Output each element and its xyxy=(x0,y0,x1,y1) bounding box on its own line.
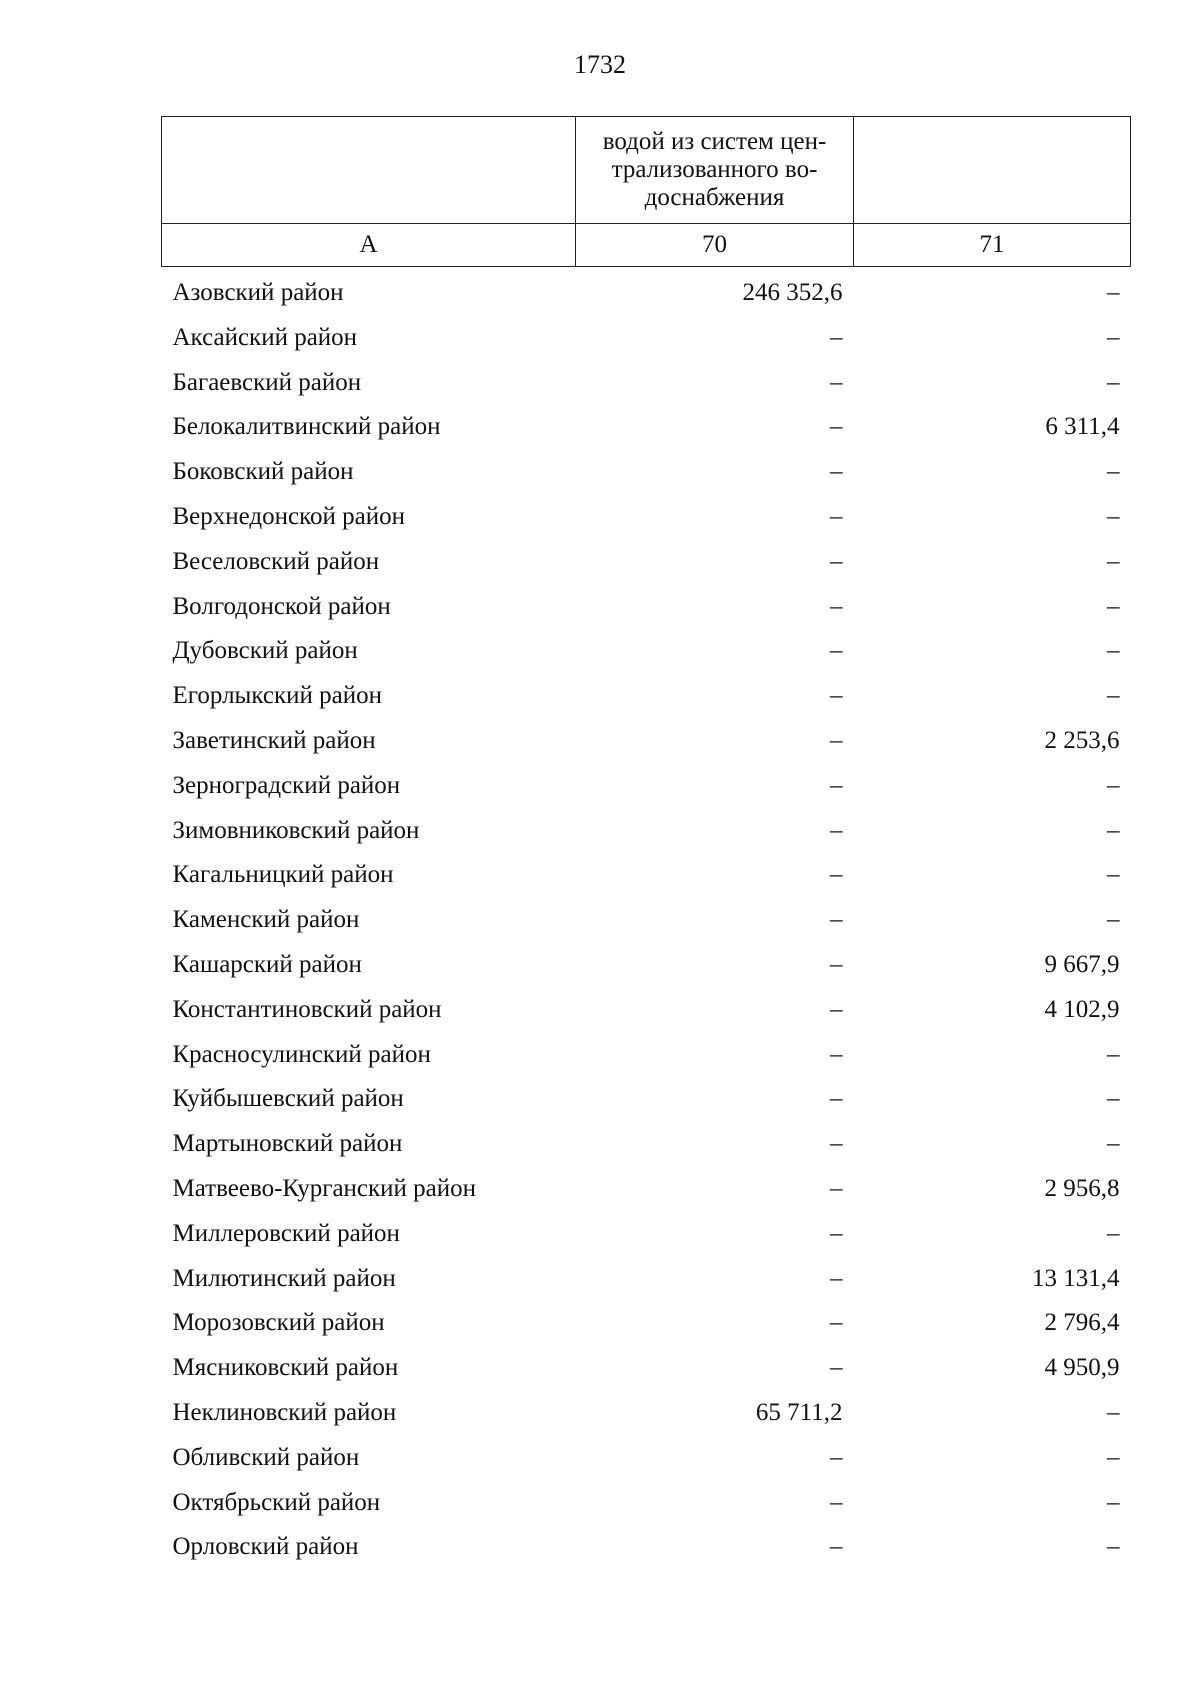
value-71-cell: – xyxy=(1107,547,1120,575)
value-71-cell: 6 311,4 xyxy=(1045,413,1120,441)
district-name-cell: Обливский район xyxy=(172,1443,360,1471)
header-text-row xyxy=(162,117,1131,224)
table-row xyxy=(162,674,1131,719)
district-name-cell: Красносулинский район xyxy=(172,1040,431,1068)
district-name-cell: Егорлыкский район xyxy=(172,682,382,710)
table-row xyxy=(162,719,1131,764)
value-71-cell: 2 253,6 xyxy=(1044,726,1120,754)
header-code-71: 71 xyxy=(854,224,1131,267)
table-row xyxy=(162,1436,1131,1481)
value-70-cell: – xyxy=(830,323,843,351)
value-70-cell: – xyxy=(830,816,843,844)
table-row xyxy=(162,1346,1131,1391)
district-name-cell: Константиновский район xyxy=(172,995,442,1023)
district-name-cell: Миллеровский район xyxy=(172,1219,400,1247)
value-70-cell: – xyxy=(830,592,843,620)
value-71-cell: 13 131,4 xyxy=(1032,1264,1120,1292)
value-70-cell: – xyxy=(830,1219,843,1247)
district-name-cell: Милютинский район xyxy=(172,1264,396,1292)
table-row xyxy=(162,1301,1131,1346)
value-71-cell: 2 796,4 xyxy=(1044,1309,1120,1337)
value-70-cell: – xyxy=(830,368,843,396)
page-number: 1732 xyxy=(574,50,626,79)
table-row xyxy=(162,540,1131,585)
district-name-cell: Орловский район xyxy=(172,1533,359,1561)
value-71-cell: – xyxy=(1107,861,1120,889)
district-name-cell: Октябрьский район xyxy=(172,1488,381,1516)
value-71-cell: 4 950,9 xyxy=(1044,1354,1120,1382)
table-header xyxy=(162,117,1131,267)
value-71-cell: – xyxy=(1107,1443,1120,1471)
district-name-cell: Мартыновский район xyxy=(172,1130,403,1158)
value-70-cell: – xyxy=(830,771,843,799)
value-70-cell: – xyxy=(830,413,843,441)
value-70-cell: – xyxy=(830,1085,843,1113)
district-name-cell: Белокалитвинский район xyxy=(172,413,441,441)
table-row xyxy=(162,629,1131,674)
header-cell-70 xyxy=(576,117,854,224)
district-name-cell: Матвеево-Курганский район xyxy=(172,1174,477,1202)
district-name-cell: Веселовский район xyxy=(172,547,380,575)
value-70-cell: 246 352,6 xyxy=(742,279,843,306)
value-71-cell: 4 102,9 xyxy=(1044,995,1120,1023)
district-name-cell: Аксайский район xyxy=(172,323,358,351)
table-row xyxy=(162,1212,1131,1257)
table-row xyxy=(162,405,1131,450)
district-name-cell: Зимовниковский район xyxy=(172,816,420,844)
value-70-cell: – xyxy=(830,547,843,575)
value-71-cell: – xyxy=(1107,502,1120,530)
value-70-cell: – xyxy=(830,1264,843,1292)
district-name-cell: Неклиновский район xyxy=(172,1398,397,1426)
table-row xyxy=(162,1481,1131,1526)
value-70-cell: 65 711,2 xyxy=(755,1398,843,1426)
value-71-cell: – xyxy=(1107,1533,1120,1561)
value-71-cell: – xyxy=(1107,279,1120,306)
district-name-cell: Багаевский район xyxy=(172,368,362,396)
value-70-cell: – xyxy=(830,861,843,889)
value-71-cell: – xyxy=(1107,1219,1120,1247)
table-body xyxy=(162,267,1131,1571)
table-row xyxy=(162,1525,1131,1570)
value-71-cell: – xyxy=(1107,1398,1120,1426)
value-70-cell: – xyxy=(830,726,843,754)
value-70-cell: – xyxy=(830,950,843,978)
table-row xyxy=(162,943,1131,988)
table-row xyxy=(162,809,1131,854)
district-name-cell: Мясниковский район xyxy=(172,1354,399,1382)
value-71-cell: – xyxy=(1107,1488,1120,1516)
value-71-cell: – xyxy=(1107,458,1120,486)
district-name-cell: Каменский район xyxy=(172,906,360,934)
table-row xyxy=(162,1167,1131,1212)
table-row xyxy=(162,764,1131,809)
district-name-cell: Боковский район xyxy=(172,458,354,486)
district-name-cell: Верхнедонской район xyxy=(172,502,405,530)
value-71-cell: – xyxy=(1107,682,1120,710)
data-table xyxy=(161,116,1131,1570)
district-name-cell: Азовский район xyxy=(172,279,344,306)
table-row xyxy=(162,585,1131,630)
value-71-cell: – xyxy=(1107,323,1120,351)
table-row xyxy=(162,361,1131,406)
value-71-cell: – xyxy=(1107,637,1120,665)
district-name-cell: Волгодонской район xyxy=(172,592,391,620)
table-row xyxy=(162,1033,1131,1078)
district-name-cell: Заветинский район xyxy=(172,726,376,754)
value-70-cell: – xyxy=(830,502,843,530)
district-name-cell: Морозовский район xyxy=(172,1309,385,1337)
value-70-cell: – xyxy=(830,682,843,710)
value-71-cell: – xyxy=(1107,1130,1120,1158)
value-70-cell: – xyxy=(830,995,843,1023)
table-row xyxy=(162,495,1131,540)
value-71-cell: – xyxy=(1107,771,1120,799)
value-71-cell: – xyxy=(1107,1040,1120,1068)
value-71-cell: – xyxy=(1107,1085,1120,1113)
header-cell-name xyxy=(162,117,576,224)
table-row xyxy=(162,1077,1131,1122)
table-row xyxy=(162,853,1131,898)
header-code-a: А xyxy=(162,224,576,267)
district-name-cell: Кагальницкий район xyxy=(172,861,394,889)
value-70-cell: – xyxy=(830,637,843,665)
district-name-cell: Зерноградский район xyxy=(172,771,401,799)
value-70-cell: – xyxy=(830,1354,843,1382)
table-row xyxy=(162,267,1131,316)
table-row xyxy=(162,316,1131,361)
table-row xyxy=(162,898,1131,943)
value-70-cell: – xyxy=(830,1040,843,1068)
value-71-cell: 9 667,9 xyxy=(1044,950,1120,978)
value-71-cell: 2 956,8 xyxy=(1044,1174,1120,1202)
district-name-cell: Кашарский район xyxy=(172,950,362,978)
value-70-cell: – xyxy=(830,1309,843,1337)
header-text-70: водой из систем цен-трализованного во-доснабжения xyxy=(602,128,827,211)
table-row xyxy=(162,1122,1131,1167)
value-71-cell: – xyxy=(1107,368,1120,396)
value-70-cell: – xyxy=(830,1488,843,1516)
value-70-cell: – xyxy=(830,1130,843,1158)
value-71-cell: – xyxy=(1107,816,1120,844)
value-70-cell: – xyxy=(830,906,843,934)
table-row xyxy=(162,1391,1131,1436)
district-name-cell: Дубовский район xyxy=(172,637,358,665)
value-70-cell: – xyxy=(830,1174,843,1202)
district-name-cell: Куйбышевский район xyxy=(172,1085,404,1113)
header-code-70: 70 xyxy=(576,224,854,267)
header-cell-71 xyxy=(854,117,1131,224)
value-70-cell: – xyxy=(830,1533,843,1561)
value-70-cell: – xyxy=(830,1443,843,1471)
table-row xyxy=(162,450,1131,495)
header-code-row xyxy=(162,224,1131,267)
value-71-cell: – xyxy=(1107,592,1120,620)
table-row xyxy=(162,988,1131,1033)
value-70-cell: – xyxy=(830,458,843,486)
table-row xyxy=(162,1257,1131,1302)
value-71-cell: – xyxy=(1107,906,1120,934)
